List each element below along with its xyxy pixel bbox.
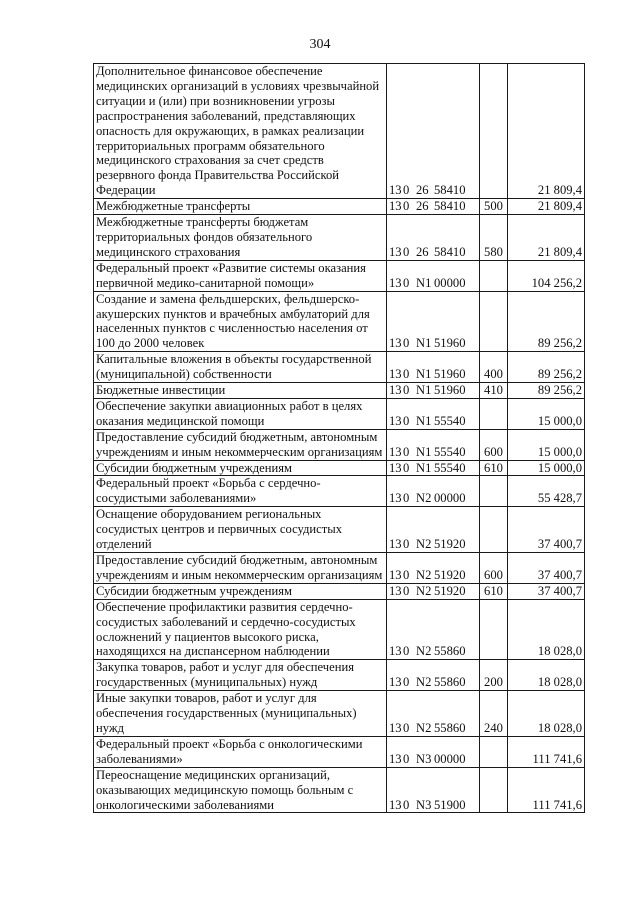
amount-cell: 21 809,4 [508,215,585,261]
code-subprogram: 0 [403,675,410,690]
code-direction: 51920 [434,537,466,552]
code-program: 13 [389,460,402,475]
code-program: 13 [389,583,402,598]
amount-cell: 37 400,7 [508,507,585,553]
code-program: 13 [389,537,402,552]
code-project: N1 [416,336,432,351]
code-subprogram: 0 [403,444,410,459]
code-project: N2 [416,720,432,735]
expense-type-cell: 500 [480,199,508,215]
table-row [94,260,585,291]
code-direction: 51920 [434,583,466,598]
table-row [94,736,585,767]
expense-type-cell [480,64,508,199]
table-row [94,215,585,261]
amount-cell: 104 256,2 [508,260,585,291]
amount-cell: 111 741,6 [508,736,585,767]
code-direction: 51960 [434,383,466,398]
target-code-cell [387,736,480,767]
code-direction: 51900 [434,797,466,812]
expense-type-cell: 240 [480,691,508,737]
budget-table [93,63,585,813]
expense-type-cell [480,507,508,553]
target-code-cell [387,660,480,691]
table-row [94,429,585,460]
amount-cell: 18 028,0 [508,599,585,660]
table-row [94,383,585,399]
code-direction: 55860 [434,675,466,690]
expense-type-cell: 200 [480,660,508,691]
code-direction: 51920 [434,567,466,582]
amount-cell: 15 000,0 [508,429,585,460]
code-program: 13 [389,751,402,766]
item-name-cell: Дополнительное финансовое обеспечение медицинских организаций в условиях чрезвычайной ситуации и (или) при возникновении угрозы распространения заболеваний, представляющих опасность для окружающих, в рамках реализации территориальных программ обязательного медицинского страхования за счет средств резервного фонда Правительства Российской Федерации [94,64,387,199]
code-direction: 58410 [434,199,466,214]
expense-type-cell [480,767,508,813]
code-project: N2 [416,644,432,659]
code-subprogram: 0 [403,199,410,214]
code-direction: 58410 [434,183,466,198]
code-subprogram: 0 [403,383,410,398]
item-name-cell: Капитальные вложения в объекты государственной (муниципальной) собственности [94,352,387,383]
code-subprogram: 0 [403,583,410,598]
amount-cell: 21 809,4 [508,64,585,199]
expense-type-cell: 400 [480,352,508,383]
code-direction: 55860 [434,644,466,659]
code-program: 13 [389,567,402,582]
table-row [94,553,585,584]
expense-type-cell [480,736,508,767]
code-subprogram: 0 [403,183,410,198]
code-program: 13 [389,367,402,382]
page-number: 304 [309,37,331,52]
expense-type-cell: 610 [480,460,508,476]
amount-cell: 18 028,0 [508,660,585,691]
expense-type-cell [480,476,508,507]
code-direction: 58410 [434,244,466,259]
table-row [94,199,585,215]
code-direction: 51960 [434,336,466,351]
expense-type-cell: 580 [480,215,508,261]
code-project: N1 [416,444,432,459]
code-program: 13 [389,199,402,214]
code-subprogram: 0 [403,567,410,582]
code-program: 13 [389,720,402,735]
code-project: N2 [416,675,432,690]
code-project: N2 [416,537,432,552]
item-name-cell: Обеспечение профилактики развития сердечно-сосудистых заболеваний и сердечно-сосудистых осложнений у пациентов высокого риска, находящихся на диспансерном наблюдении [94,599,387,660]
table-row [94,398,585,429]
amount-cell: 37 400,7 [508,583,585,599]
amount-cell: 37 400,7 [508,553,585,584]
target-code-cell [387,260,480,291]
target-code-cell [387,476,480,507]
table-row [94,291,585,352]
expense-type-cell [480,260,508,291]
expense-type-cell: 610 [480,583,508,599]
code-direction: 55540 [434,444,466,459]
code-project: N1 [416,383,432,398]
code-subprogram: 0 [403,491,410,506]
item-name-cell: Федеральный проект «Борьба с сердечно-сосудистыми заболеваниями» [94,476,387,507]
target-code-cell [387,429,480,460]
code-program: 13 [389,336,402,351]
code-subprogram: 0 [403,460,410,475]
expense-type-cell: 600 [480,553,508,584]
target-code-cell [387,215,480,261]
code-subprogram: 0 [403,644,410,659]
code-subprogram: 0 [403,797,410,812]
code-subprogram: 0 [403,275,410,290]
item-name-cell: Оснащение оборудованием региональных сосудистых центров и первичных сосудистых отделений [94,507,387,553]
target-code-cell [387,398,480,429]
item-name-cell: Субсидии бюджетным учреждениям [94,460,387,476]
code-program: 13 [389,413,402,428]
code-project: N2 [416,583,432,598]
code-project: N2 [416,567,432,582]
item-name-cell: Федеральный проект «Борьба с онкологическими заболеваниями» [94,736,387,767]
expense-type-cell: 410 [480,383,508,399]
code-program: 13 [389,383,402,398]
target-code-cell [387,291,480,352]
code-direction: 55860 [434,720,466,735]
code-project: 26 [416,244,429,259]
expense-type-cell [480,291,508,352]
table-row [94,691,585,737]
table-row [94,660,585,691]
code-direction: 00000 [434,751,466,766]
code-project: N1 [416,460,432,475]
code-subprogram: 0 [403,720,410,735]
code-project: N3 [416,751,432,766]
code-subprogram: 0 [403,336,410,351]
item-name-cell: Субсидии бюджетным учреждениям [94,583,387,599]
item-name-cell: Предоставление субсидий бюджетным, автономным учреждениям и иным некоммерческим организациям [94,429,387,460]
amount-cell: 15 000,0 [508,398,585,429]
target-code-cell [387,507,480,553]
amount-cell: 111 741,6 [508,767,585,813]
target-code-cell [387,199,480,215]
expense-type-cell: 600 [480,429,508,460]
code-program: 13 [389,444,402,459]
item-name-cell: Межбюджетные трансферты бюджетам территориальных фондов обязательного медицинского страхования [94,215,387,261]
amount-cell: 18 028,0 [508,691,585,737]
code-direction: 51960 [434,367,466,382]
code-direction: 55540 [434,413,466,428]
table-row [94,599,585,660]
code-subprogram: 0 [403,244,410,259]
table-row [94,767,585,813]
code-project: N1 [416,413,432,428]
amount-cell: 89 256,2 [508,383,585,399]
item-name-cell: Предоставление субсидий бюджетным, автономным учреждениям и иным некоммерческим организациям [94,553,387,584]
code-direction: 55540 [434,460,466,475]
code-program: 13 [389,244,402,259]
table-row [94,64,585,199]
target-code-cell [387,460,480,476]
item-name-cell: Создание и замена фельдшерских, фельдшерско-акушерских пунктов и врачебных амбулаторий для населенных пунктов с численностью населения от 100 до 2000 человек [94,291,387,352]
code-program: 13 [389,491,402,506]
target-code-cell [387,553,480,584]
item-name-cell: Переоснащение медицинских организаций, оказывающих медицинскую помощь больным с онкологическими заболеваниями [94,767,387,813]
expense-type-cell [480,398,508,429]
expense-type-cell [480,599,508,660]
code-project: N3 [416,797,432,812]
code-subprogram: 0 [403,413,410,428]
target-code-cell [387,583,480,599]
target-code-cell [387,352,480,383]
code-program: 13 [389,797,402,812]
code-subprogram: 0 [403,367,410,382]
code-direction: 00000 [434,491,466,506]
item-name-cell: Федеральный проект «Развитие системы оказания первичной медико-санитарной помощи» [94,260,387,291]
table-row [94,476,585,507]
target-code-cell [387,599,480,660]
code-program: 13 [389,275,402,290]
table-row [94,583,585,599]
code-project: 26 [416,183,429,198]
item-name-cell: Закупка товаров, работ и услуг для обеспечения государственных (муниципальных) нужд [94,660,387,691]
code-program: 13 [389,675,402,690]
code-direction: 00000 [434,275,466,290]
amount-cell: 89 256,2 [508,352,585,383]
table-row [94,460,585,476]
table-row [94,352,585,383]
amount-cell: 89 256,2 [508,291,585,352]
target-code-cell [387,383,480,399]
table-row [94,507,585,553]
code-project: N1 [416,275,432,290]
code-subprogram: 0 [403,537,410,552]
item-name-cell: Межбюджетные трансферты [94,199,387,215]
amount-cell: 15 000,0 [508,460,585,476]
item-name-cell: Иные закупки товаров, работ и услуг для обеспечения государственных (муниципальных) нужд [94,691,387,737]
item-name-cell: Обеспечение закупки авиационных работ в целях оказания медицинской помощи [94,398,387,429]
amount-cell: 21 809,4 [508,199,585,215]
code-project: N1 [416,367,432,382]
amount-cell: 55 428,7 [508,476,585,507]
code-subprogram: 0 [403,751,410,766]
item-name-cell: Бюджетные инвестиции [94,383,387,399]
code-project: 26 [416,199,429,214]
target-code-cell [387,767,480,813]
code-project: N2 [416,491,432,506]
target-code-cell [387,691,480,737]
code-program: 13 [389,644,402,659]
code-program: 13 [389,183,402,198]
target-code-cell [387,64,480,199]
